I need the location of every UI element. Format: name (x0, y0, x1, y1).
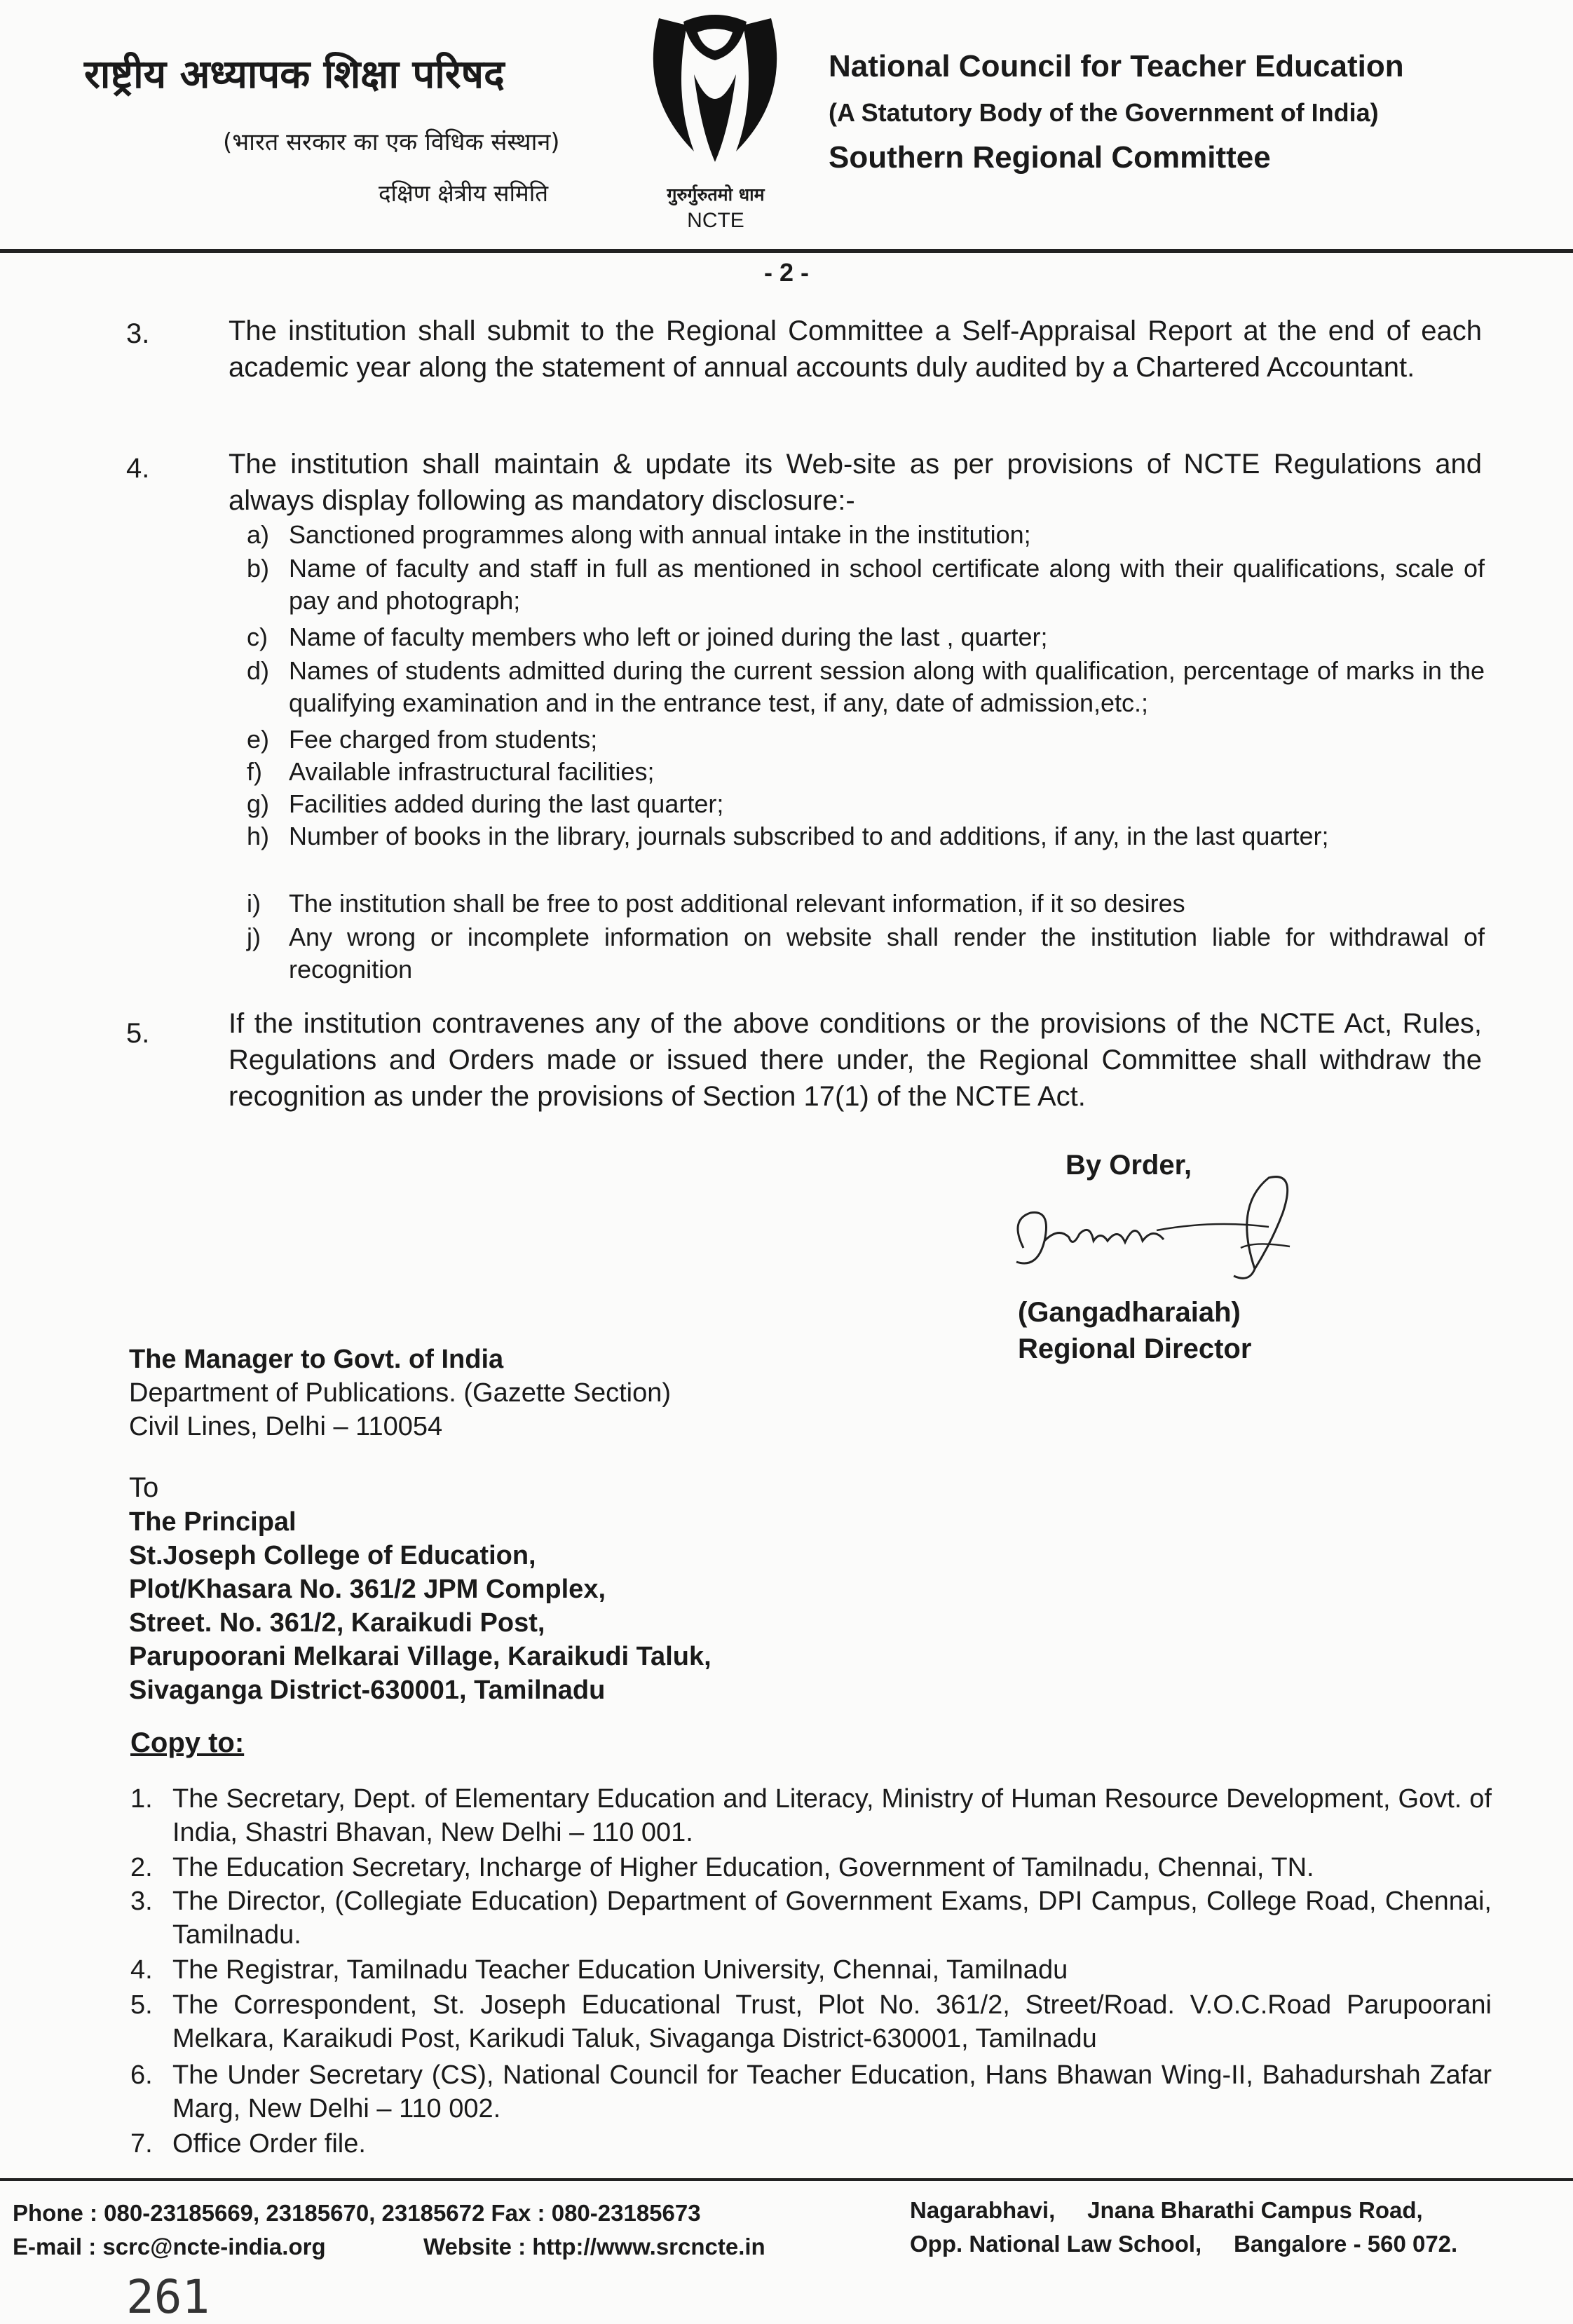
disclosure-letter: h) (247, 822, 270, 850)
disclosure-text: Sanctioned programmes along with annual intake in the institution; (289, 520, 1031, 549)
copy-item-text: The Under Secretary (CS), National Council for Teacher Education, Hans Bhawan Wing-II, Bahadurshah Zafar Marg, New Delhi – 110 002. (172, 2060, 1492, 2123)
hindi-subtitle: (भारत सरकार का एक विधिक संस्थान) (223, 128, 560, 156)
recipient-line: St.Joseph College of Education, (129, 1541, 536, 1570)
disclosure-text: Name of faculty and staff in full as mentioned in school certificate along with their qualifications, scale of pay and photograph; (289, 554, 1485, 615)
copy-item-number: 1. (130, 1784, 153, 1814)
page-stamp-number: 261 (126, 2270, 210, 2324)
copy-item-number: 4. (130, 1955, 153, 1985)
disclosure-letter: c) (247, 623, 268, 651)
disclosure-text: Available infrastructural facilities; (289, 757, 655, 786)
disclosure-letter: a) (247, 520, 270, 549)
english-org-subtitle: (A Statutory Body of the Government of India) (829, 98, 1379, 127)
disclosure-text: Names of students admitted during the current session along with qualification, percentage of marks in the qualifying examination and in the entrance test, if any, date of admission,etc.; (289, 656, 1485, 717)
disclosure-text: Any wrong or incomplete information on website shall render the institution liable for withdrawal of recognition (289, 923, 1485, 984)
copy-item-text: The Secretary, Dept. of Elementary Education and Literacy, Ministry of Human Resource Development, Govt. of India, Shastri Bhavan, New Delhi – 110 001. (172, 1784, 1492, 1847)
signatory-designation: Regional Director (1018, 1333, 1252, 1364)
condition-number: 5. (126, 1018, 150, 1049)
gazette-addressee-address: Civil Lines, Delhi – 110054 (129, 1412, 443, 1441)
page-number: - 2 - (763, 258, 809, 287)
hindi-title: राष्ट्रीय अध्यापक शिक्षा परिषद (84, 52, 505, 97)
disclosure-letter: b) (247, 554, 270, 583)
recipient-line: Street. No. 361/2, Karaikudi Post, (129, 1608, 545, 1638)
recipient-line: Plot/Khasara No. 361/2 JPM Complex, (129, 1575, 606, 1604)
disclosure-text: Facilities added during the last quarter; (289, 789, 724, 818)
disclosure-letter: j) (247, 923, 261, 951)
recipient-line: Parupoorani Melkarai Village, Karaikudi Taluk, (129, 1642, 711, 1671)
condition-text: The institution shall maintain & update its Web-site as per provisions of NCTE Regulations and always display following as mandatory disclosure:- (229, 449, 1482, 516)
gazette-addressee-dept: Department of Publications. (Gazette Section) (129, 1378, 672, 1408)
disclosure-letter: e) (247, 725, 270, 754)
copy-to-heading: Copy to: (130, 1727, 245, 1758)
hindi-regional-committee: दक्षिण क्षेत्रीय समिति (379, 179, 549, 207)
english-regional-committee: Southern Regional Committee (829, 140, 1271, 175)
header-divider (0, 249, 1573, 253)
copy-item-text: The Correspondent, St. Joseph Educational Trust, Plot No. 361/2, Street/Road. V.O.C.Road Parupoorani Melkara, Karaikudi Post, Karikudi Taluk, Sivaganga District-630001, Tamilnadu (172, 1990, 1492, 2053)
disclosure-text: The institution shall be free to post additional relevant information, if it so desires (289, 889, 1185, 918)
logo-motto: गुरुर्गुरुतमो धाम (667, 184, 765, 205)
disclosure-text: Number of books in the library, journals subscribed to and additions, if any, in the last quarter; (289, 822, 1329, 850)
footer-divider (0, 2178, 1573, 2181)
condition-text: The institution shall submit to the Regional Committee a Self-Appraisal Report at the end of each academic year along the statement of annual accounts duly audited by a Chartered Accountant. (229, 315, 1482, 383)
footer-email: E-mail : scrc@ncte-india.org (13, 2234, 326, 2260)
condition-text: If the institution contravenes any of the above conditions or the provisions of the NCTE Act, Rules, Regulations and Orders made or issued there under, the Regional Committee shall withdraw the recognition as under the provisions of Section 17(1) of the NCTE Act. (229, 1008, 1482, 1112)
ncte-logo (645, 11, 785, 172)
footer-phone: Phone : 080-23185669, 23185670, 23185672 Fax : 080-23185673 (13, 2200, 701, 2226)
signatory-name: (Gangadharaiah) (1018, 1297, 1241, 1328)
copy-item-text: The Registrar, Tamilnadu Teacher Education University, Chennai, Tamilnadu (172, 1955, 1068, 1985)
copy-item-text: Office Order file. (172, 2129, 366, 2159)
disclosure-letter: i) (247, 889, 261, 918)
copy-item-text: The Director, (Collegiate Education) Department of Government Exams, DPI Campus, College Road, Chennai, Tamilnadu. (172, 1887, 1492, 1950)
copy-item-number: 3. (130, 1887, 153, 1916)
copy-item-number: 2. (130, 1853, 153, 1882)
condition-number: 3. (126, 318, 150, 349)
copy-item-text: The Education Secretary, Incharge of Higher Education, Government of Tamilnadu, Chennai, TN. (172, 1853, 1314, 1882)
disclosure-letter: g) (247, 789, 270, 818)
gazette-addressee-title: The Manager to Govt. of India (129, 1345, 504, 1374)
footer-address-line2: Opp. National Law School, Bangalore - 560 072. (910, 2231, 1458, 2257)
recipient-line: The Principal (129, 1507, 297, 1537)
signature-image (1002, 1164, 1304, 1311)
copy-item-number: 7. (130, 2129, 153, 2159)
disclosure-letter: d) (247, 656, 270, 685)
copy-item-number: 6. (130, 2060, 153, 2090)
disclosure-text: Fee charged from students; (289, 725, 598, 754)
recipient-line: Sivaganga District-630001, Tamilnadu (129, 1676, 606, 1705)
footer-address-line1: Nagarabhavi, Jnana Bharathi Campus Road, (910, 2197, 1423, 2223)
by-order-label: By Order, (1065, 1150, 1192, 1181)
copy-item-number: 5. (130, 1990, 153, 2020)
disclosure-letter: f) (247, 757, 262, 786)
english-org-name: National Council for Teacher Education (829, 49, 1404, 83)
disclosure-text: Name of faculty members who left or joined during the last , quarter; (289, 623, 1048, 651)
logo-text: NCTE (687, 209, 744, 232)
footer-website: Website : http://www.srcncte.in (423, 2234, 765, 2260)
condition-number: 4. (126, 453, 150, 484)
to-label: To (129, 1472, 159, 1503)
